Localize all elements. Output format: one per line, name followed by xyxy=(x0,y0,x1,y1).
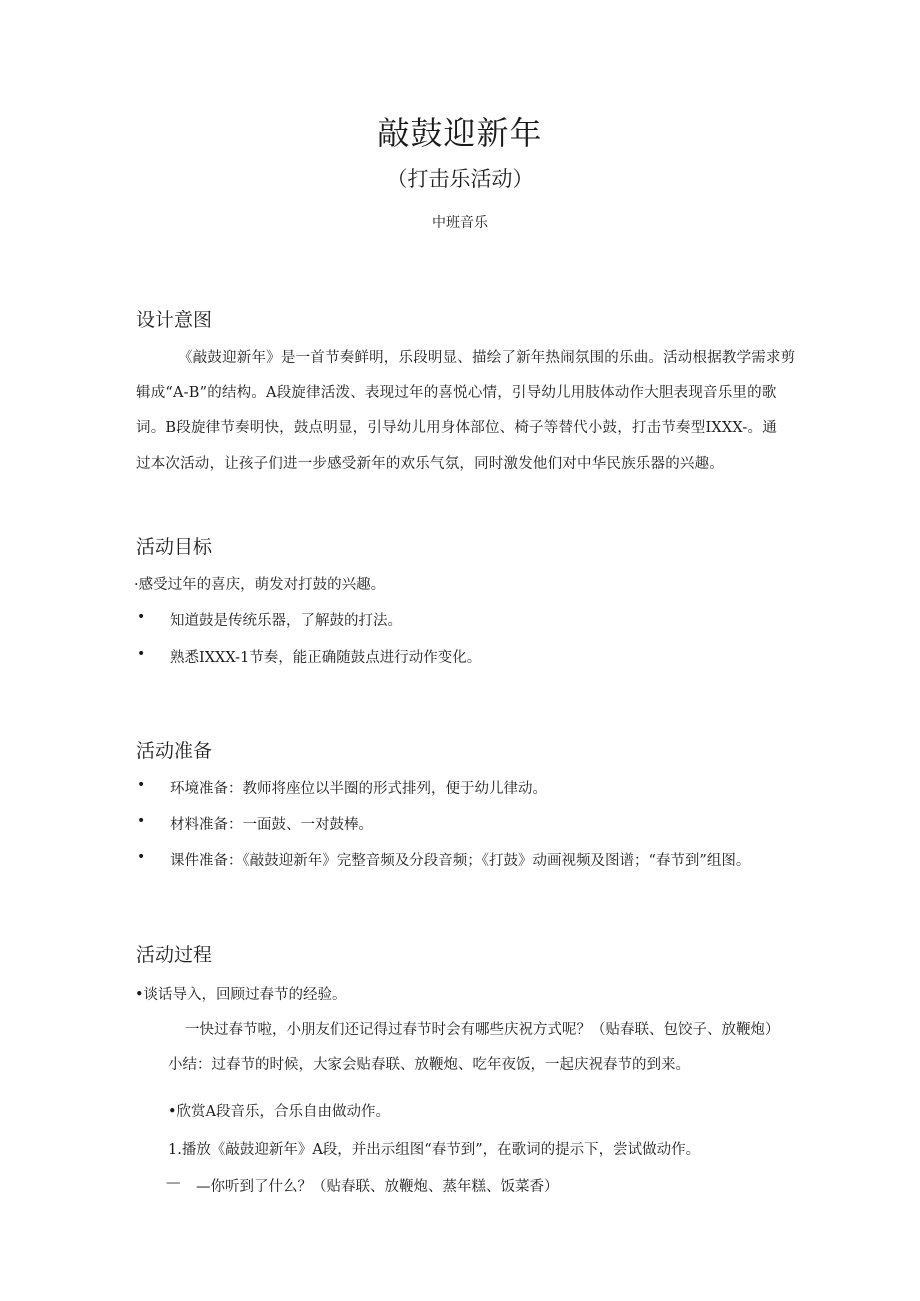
class-label: 中班音乐 xyxy=(432,215,488,231)
bullet-icon: • xyxy=(137,609,146,625)
process-step-1-question: 一快过春节啦，小朋友们还记得过春节时会有哪些庆祝方式呢？（贴春联、包饺子、放鞭炮） xyxy=(185,1022,780,1038)
preparation-item-3: 课件准备：《敲鼓迎新年》完整音频及分段音频；《打鼓》动画视频及图谱；“春节到”组图。 xyxy=(170,853,751,869)
design-intent-line-1: 《敲鼓迎新年》是一首节奏鲜明，乐段明显、描绘了新年热闹氛围的乐曲。活动根据教学需求剪 xyxy=(178,350,796,366)
process-step-2-item-1: 1.播放《敲鼓迎新年》A段，并出示组图“春节到”，在歌词的提示下，尝试做动作。 xyxy=(168,1142,701,1158)
process-heading: 活动过程 xyxy=(136,944,213,966)
bullet-icon: • xyxy=(137,777,146,793)
dash-marker: — xyxy=(166,1175,181,1191)
process-step-2-question: —你听到了什么？（贴春联、放鞭炮、蒸年糕、饭菜香） xyxy=(196,1179,559,1195)
process-step-1: •谈话导入，回顾过春节的经验。 xyxy=(135,987,347,1003)
goals-heading: 活动目标 xyxy=(136,536,213,558)
goals-item-2: 熟悉IXXX-1节奏，能正确随鼓点进行动作变化。 xyxy=(170,650,482,666)
preparation-heading: 活动准备 xyxy=(136,740,213,762)
goals-item-1: 知道鼓是传统乐器，了解鼓的打法。 xyxy=(170,613,402,629)
bullet-icon: • xyxy=(137,646,146,662)
page-subtitle: （打击乐活动） xyxy=(386,167,534,191)
preparation-item-2: 材料准备：一面鼓、一对鼓棒。 xyxy=(170,817,373,833)
bullet-icon: • xyxy=(137,849,146,865)
design-intent-line-2: 辑成“A-B”的结构。A段旋律活泼、表现过年的喜悦心情，引导幼儿用肢体动作大胆表现音乐里的歌 xyxy=(136,385,777,401)
process-step-2: •欣赏A段音乐，合乐自由做动作。 xyxy=(168,1104,391,1120)
process-step-1-summary: 小结：过春节的时候，大家会贴春联、放鞭炮、吃年夜饭，一起庆祝春节的到来。 xyxy=(168,1057,690,1073)
page-title: 敲鼓迎新年 xyxy=(377,114,543,152)
goals-first-item: ·感受过年的喜庆，萌发对打鼓的兴趣。 xyxy=(134,577,386,593)
design-intent-line-4: 过本次活动，让孩子们进一步感受新年的欢乐气氛，同时激发他们对中华民族乐器的兴趣。 xyxy=(136,456,724,472)
design-intent-heading: 设计意图 xyxy=(136,309,213,331)
preparation-item-1: 环境准备：教师将座位以半圈的形式排列，便于幼儿律动。 xyxy=(170,781,547,797)
bullet-icon: • xyxy=(137,813,146,829)
design-intent-line-3: 词。B段旋律节奏明快，鼓点明显，引导幼儿用身体部位、椅子等替代小鼓，打击节奏型IXXX-。通 xyxy=(136,420,777,436)
